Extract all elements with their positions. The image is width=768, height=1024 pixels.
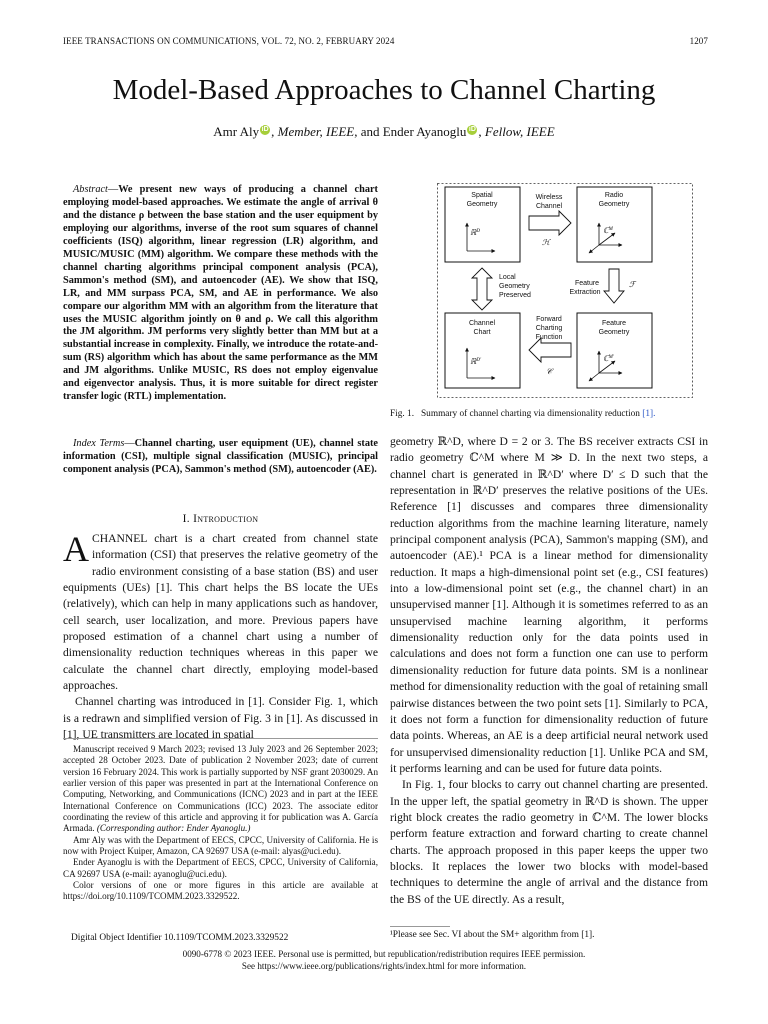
- affiliation-ayanoglu: Ender Ayanoglu is with the Department of EECS, CPCC, University of California, CA 92697 USA (e-mail: ayanoglu@uci.edu).: [63, 857, 378, 879]
- feature-geometry-label-1: Feature: [601, 320, 627, 327]
- section-number: I.: [182, 513, 190, 525]
- feature-extraction-arrow: [604, 269, 624, 303]
- abstract-text: We present new ways of producing a channel chart employing model-based approaches. We estimate the angle of arrival θ and the distance ρ between the base station and the user equipment by employing our algorithms, inverse of the root sum squares of channel coefficients (ISQ) algorithm, linear regression (LR) algorithm, and MUSIC/MUSIC (MM) algorithm. We compare these methods with the channel charting algorithms principal component analysis (PCA), Sammon's method (SM), and autoencoder (AE). We show that ISQ, LR, and MM surpass PCA, SM, and AE in performance. We also compare our algorithm MM with an algorithm from the literature that uses the MUSIC algorithm jointly on θ and ρ. We call this algorithm the JM algorithm. JM performs very slightly better than MM but at a substantial increase in complexity. Finally, we introduce the rotate-and-sum (RS) algorithm which has about the same performance as the MM and JM algorithms. Unlike MUSIC, RS does not employ eigenvalue and eigenvector analysis. Thus, it is more suitable for direct register transfer logic (RTL) implementation.: [63, 184, 378, 403]
- spatial-geometry-label-2: Geometry: [466, 201, 498, 208]
- figure-1-caption: [390, 409, 708, 419]
- wireless-channel-arrow: [529, 211, 571, 235]
- forward-charting-label-1: Forward: [536, 316, 562, 323]
- intro-paragraph-1: CHANNEL chart is a chart created from channel state information (CSI) that preserves the relative geometry of the radio environment consisting of a base station (BS) and user equipments (UEs) [1]. This chart helps the BS locate the UEs (relatively), which can help in many applications such as handover, cell search, user localization, and more. Previous papers have proposed estimation of a channel chart using a number of dimensionality reduction techniques whereas in this paper we calculate the channel chart directly, employing model-based approaches.: [63, 532, 378, 693]
- author-line: Amr Aly iD , Member, IEEE, and Ender Ayanoglu iD , Fellow, IEEE: [213, 124, 555, 139]
- intro-paragraph-2: Channel charting was introduced in [1]. Consider Fig. 1, which is a redrawn and simplified version of Fig. 3 in [1]. As discussed in [1], UE transmitters are located in spatial: [63, 695, 378, 742]
- right-footnote: ¹Please see Sec. VI about the SM+ algorithm from [1].: [390, 930, 595, 940]
- color-versions-note: Color versions of one or more figures in this article are available at https://doi.org/10.1109/TCOMM.2023.3329522.: [63, 880, 378, 902]
- feature-extraction-label-1: Feature: [574, 280, 600, 287]
- radio-geometry-label-1: Radio: [604, 192, 624, 199]
- drop-cap: A: [63, 529, 89, 569]
- right-paragraph-1: geometry ℝ^D, where D = 2 or 3. The BS receiver extracts CSI in radio geometry ℂ^M where M ≫ D. In the next two steps, a channel chart is generated in ℝ^D′ where D′ ≤ D such that the representation in ℝ^D′ preserves the relative positions of the UEs. Reference [1] discusses and compares three dimensionality reduction algorithms from the machine learning literature, namely principal component analysis (PCA), Sammon's mapping (SM), and autoencoder (AE).¹ PCA is a linear method for dimensionality reduction. It maps a high-dimensional point set (e.g., CSI features) into a low-dimensional point set (e.g., the channel chart) in an unsupervised manner [1]. Although it is sometimes referred to as an unsupervised machine learning algorithm, it performs dimensionality reduction only for the data points used in calculations and does not form a function one can use to perform dimensionality reduction for future data points. SM is a nonlinear method for dimensionality reduction with the goal of retaining small pairwise distances between the two point sets [1]. Similarly to PCA, it does not form a function for dimensionality reduction of future data points. Whereas, an AE is a deep artificial neural network used for unsupervised dimensionality reduction [1]. Unlike PCA and SM, it performs learning and can be used for future data points.: [390, 435, 708, 775]
- right-paragraph-2: In Fig. 1, four blocks to carry out channel charting are presented. In the upper left, the spatial geometry in ℝ^D is shown. The upper right block creates the radio geometry in ℂ^M. The lower blocks perform feature extraction and forward charting to create channel charts. The approach proposed in this paper keeps the upper two blocks. It replaces the lower two blocks with model-based techniques to determine the angle of arrival and the distance from the BS of the UE directly. As a result,: [390, 778, 708, 906]
- intro-body: [63, 531, 378, 743]
- figure-1: [437, 183, 693, 398]
- index-terms: Index Terms—Channel charting, user equipment (UE), channel state information (CSI), multiple signal classification (MUSIC), principal component analysis (PCA), Sammon's method (SM), autoencoder (AE).: [63, 438, 378, 475]
- wireless-channel-label-2: Channel: [535, 203, 563, 210]
- index-terms-text: Channel charting, user equipment (UE), channel state information (CSI), multiple signal classification (MUSIC), principal component analysis (PCA), Sammon's method (SM), autoencoder (AE).: [63, 438, 378, 475]
- author-2-role: Fellow, IEEE: [484, 124, 555, 139]
- paper-title: Model-Based Approaches to Channel Charting: [112, 74, 656, 106]
- symbol-RDp: ℝ$^{D'}$: [470, 357, 482, 366]
- local-geometry-label-3: Preserved: [499, 292, 531, 299]
- forward-charting-label-3: Function: [535, 334, 563, 341]
- feature-extraction-label-2: Extraction: [569, 289, 601, 296]
- right-footnote-rule: [390, 926, 450, 927]
- local-geometry-label-2: Geometry: [499, 283, 530, 290]
- symbol-RD: ℝ$^D$: [470, 228, 480, 237]
- caption-label: Fig. 1.: [390, 409, 415, 419]
- index-terms-label: Index Terms: [73, 438, 125, 449]
- local-geometry-arrow: [472, 268, 492, 310]
- channel-chart-label-1: Channel: [468, 320, 496, 327]
- right-column-body: [390, 434, 708, 908]
- forward-charting-arrow: [529, 338, 571, 362]
- page-number: 1207: [689, 36, 708, 46]
- spatial-geometry-label-1: Spatial: [471, 192, 493, 199]
- author-joiner: , and: [354, 124, 383, 139]
- abstract-label: Abstract: [73, 184, 108, 195]
- symbol-CMp: ℂ$^{M'}$: [603, 354, 614, 363]
- section-title: Introduction: [193, 513, 259, 525]
- orcid-icon[interactable]: iD: [261, 125, 269, 133]
- copyright-line-1: 0090-6778 © 2023 IEEE. Personal use is permitted, but republication/redistribution requires IEEE permission.: [182, 949, 586, 959]
- doi-line[interactable]: Digital Object Identifier 10.1109/TCOMM.2023.3329522: [71, 933, 289, 943]
- feature-geometry-label-2: Geometry: [598, 329, 630, 336]
- section-heading: [63, 513, 378, 525]
- spatial-geometry-box: [445, 187, 520, 262]
- author-1-role: Member, IEEE: [277, 124, 355, 139]
- affiliation-aly: Amr Aly was with the Department of EECS, CPCC, University of California. He is now with Project Kuiper, Amazon, CA 92697 USA (e-mail: alyas@uci.edu).: [63, 834, 378, 857]
- orcid-icon[interactable]: iD: [468, 125, 476, 133]
- copyright-line-2[interactable]: See https://www.ieee.org/publications/rights/index.html for more information.: [241, 961, 527, 971]
- radio-geometry-box: [577, 187, 652, 262]
- symbol-CM: ℂ$^M$: [603, 226, 613, 235]
- channel-chart-label-2: Chart: [473, 329, 491, 336]
- footnote-block: [63, 744, 378, 903]
- author-2-name: Ender Ayanoglu: [382, 124, 467, 139]
- journal-header: IEEE TRANSACTIONS ON COMMUNICATIONS, VOL. 72, NO. 2, FEBRUARY 2024: [63, 36, 395, 46]
- caption-ref-link[interactable]: [1].: [642, 409, 656, 419]
- abstract: Abstract—We present new ways of producing a channel chart employing model-based approaches. We estimate the angle of arrival θ and the distance ρ between the base station and the user equipment by employing our algorithms, inverse of the root sum squares of channel coefficients (ISQ) algorithm, linear regression (LR) algorithm, and MUSIC/MUSIC (MM) algorithm. We compare these methods with the channel charting algorithms principal component analysis (PCA), Sammon's method (SM), and autoencoder (AE). We show that ISQ, LR, and MM surpass PCA, SM, and AE in performance. We also compare our algorithm MM with an algorithm from the literature that uses the MUSIC algorithm jointly on θ and ρ. We call this algorithm the JM algorithm. JM performs very slightly better than MM but at a substantial increase in complexity. Finally, we introduce the rotate-and-sum (RS) algorithm which has about the same performance as the MM and JM algorithms. Unlike MUSIC, RS does not employ eigenvalue and eigenvector analysis. Thus, it is more suitable for direct register transfer logic (RTL) implementation.: [63, 184, 378, 403]
- wireless-channel-label-1: Wireless: [535, 194, 563, 201]
- symbol-C: 𝒞: [546, 367, 552, 376]
- channel-chart-box: [445, 313, 520, 388]
- corresponding-author-note: (Corresponding author: Ender Ayanoglu.): [96, 823, 251, 834]
- radio-geometry-label-2: Geometry: [598, 201, 630, 208]
- author-1-name: Amr Aly: [213, 124, 260, 139]
- footnote-rule: [63, 738, 378, 739]
- symbol-F: ℱ: [629, 280, 636, 289]
- manuscript-note: Manuscript received 9 March 2023; revised 13 July 2023 and 26 September 2023; accepted 28 October 2023. Date of publication 2 November 2023; date of current version 16 February 2024. This work is partially supported by NSF grant 2030029. An earlier version of this paper was presented in part at the International Conference on Computing, Networking, and Communications (ICNC) 2023 and in part at the IEEE International Conference on Communications (ICC) 2023. The associate editor coordinating the review of this article and approving it for publication was A. García Armada.: [63, 744, 378, 834]
- forward-charting-label-2: Charting: [535, 325, 563, 332]
- symbol-H: ℋ: [542, 238, 550, 247]
- local-geometry-label-1: Local: [499, 274, 516, 281]
- feature-geometry-box: [577, 313, 652, 388]
- caption-text: Summary of channel charting via dimensionality reduction: [421, 409, 640, 419]
